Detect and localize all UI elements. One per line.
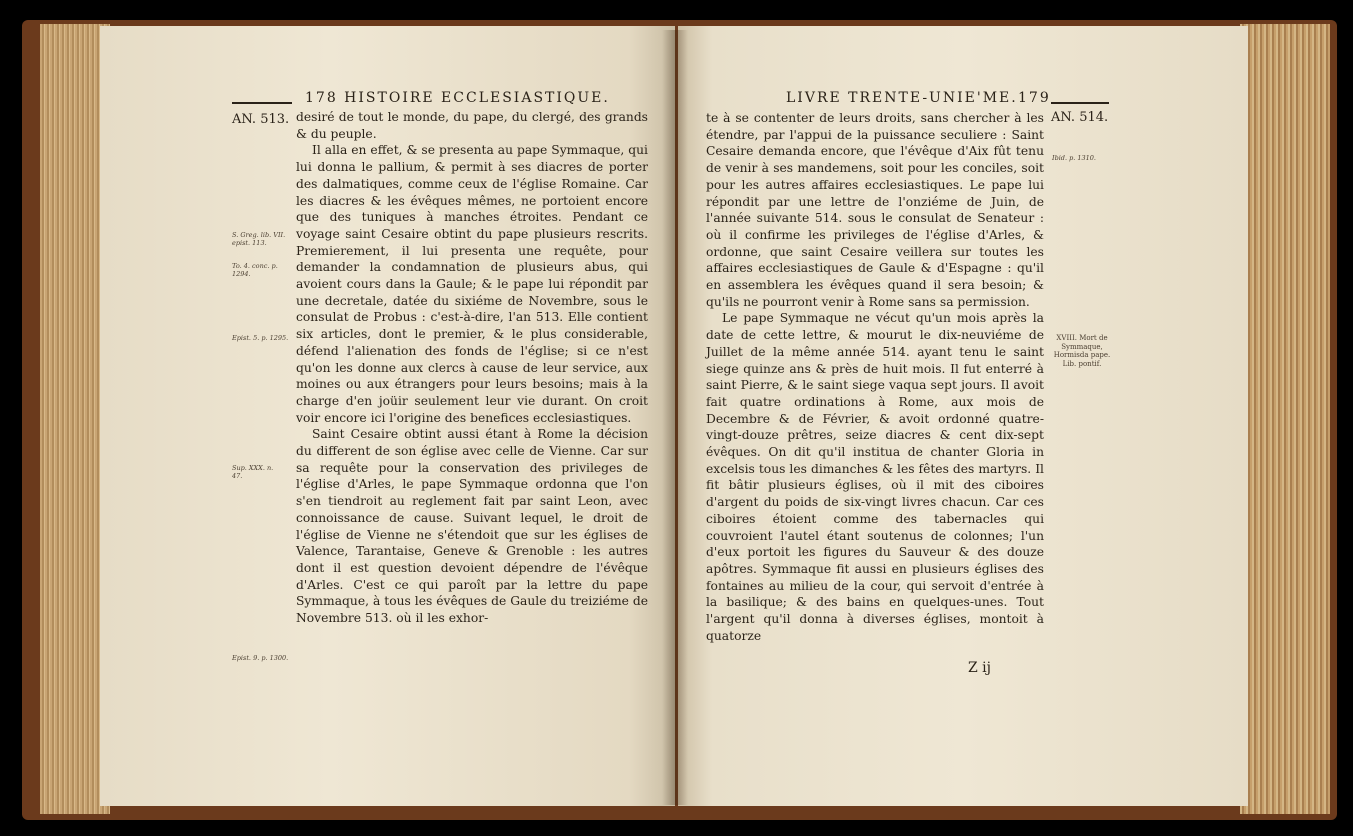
right-running-header: LIVRE TRENTE-UNIE'ME. bbox=[786, 90, 1018, 106]
paragraph: Il alla en effet, & se presenta au pape Symmaque, qui lui donna le pallium, & permit à ses diacres de porter des dalmatiques, comme ceux de l'église Romaine. Car les diacres & les évêques mêmes, ne portoient encore que des tuniques à manches étroites. Pendant ce voyage saint Cesaire obtint du pape plusieurs rescrits. Premierement, il lui presenta une requête, pour demander la condamnation de plusieurs abus, qui avoient cours dans la Gaule; & le pape lui répondit par une decretale, datée du sixiéme de Novembre, sous le consulat de Probus : c'est-à-dire, l'an 513. Elle contient six articles, dont le premier, & le plus considerable, défend l'alienation des fonds de l'église; si ce n'est qu'on les donne aux clercs à cause de leur service, aux moines ou aux étrangers pour leurs besoins; mais à la charge d'en joüir seulement leur vie durant. On croit voir encore ici l'origine des benefices ecclesiastiques. bbox=[296, 143, 648, 425]
margin-note: Epist. 5. p. 1295. bbox=[232, 334, 289, 342]
margin-note: 1294. bbox=[232, 270, 251, 278]
right-page bbox=[678, 26, 1248, 806]
margin-note: epist. 113. bbox=[232, 239, 267, 247]
margin-note: Sup. XXX. n. bbox=[232, 464, 274, 472]
header-rule-left bbox=[232, 102, 292, 104]
paragraph: te à se contenter de leurs droits, sans chercher à les étendre, par l'appui de la puissance seculiere : Saint Cesaire demanda encore, que l'évêque d'Aix fût tenu de venir à ses mandemens, soit pour les conciles, soit pour les autres affaires ecclesiastiques. Le pape lui répondit par une lettre de l'onziéme de Juin, de l'année suivante 514. sous le consulat de Senateur : où il confirme les privileges de l'église d'Arles, & ordonne, que saint Cesaire veillera sur toutes les affaires ecclesiastiques de Gaule & d'Espagne : qu'il en assemblera les évêques quand il sera besoin; & qu'ils ne pourront venir à Rome sans sa permission. bbox=[706, 111, 1044, 309]
margin-note: Epist. 9. p. 1300. bbox=[232, 654, 289, 662]
right-page-edges bbox=[1240, 24, 1330, 814]
paragraph: Saint Cesaire obtint aussi étant à Rome la décision du different de son église avec celle de Vienne. Car sur sa requête pour la conservation des privileges de l'église d'Arles, le pape Symmaque ordonna que l'on s'en tiendroit au reglement fait par saint Leon, avec connoissance de cause. Suivant lequel, le droit de l'église de Vienne ne s'étendoit que sur les églises de Valence, Tarantaise, Geneve & Grenoble : les autres dont il est question devoient dépendre de l'évêque d'Arles. C'est ce qui paroît par la lettre du pape Symmaque, à tous les évêques de Gaule du treiziéme de Novembre 513. où il les exhor- bbox=[296, 427, 648, 626]
paragraph: Le pape Symmaque ne vécut qu'un mois après la date de cette lettre, & mourut le dix-neuviéme de Juillet de la même année 514. ayant tenu le saint siege quinze ans & près de huit mois. Il fut enterré à saint Pierre, & le saint siege vaqua sept jours. Il avoit fait quatre ordinations à Rome, aux mois de Decembre & de Février, & avoit ordonné quatre-vingt-douze prêtres, seize diacres & cent dix-sept évêques. On dit qu'il institua de chanter Gloria in excelsis tous les dimanches & les fêtes des martyrs. Il fit bâtir plusieurs églises, où il mit des ciboires d'argent du poids de six-vingt livres chacun. Car ces ciboires étoient comme des tabernacles qui couvroient l'autel étant soutenus de colonnes; l'un d'eux portoit les figures du Sauveur & des douze apôtres. Symmaque fit aussi en plusieurs églises des fontaines au milieu de la cour, qui servoit d'entrée à la basilique; & des bains en quelques-unes. Tout l'argent qu'il donna à diverses églises, montoit à quatorze bbox=[706, 311, 1044, 643]
margin-note: S. Greg. lib. VII. bbox=[232, 231, 286, 239]
left-body-text bbox=[296, 109, 648, 627]
margin-note: To. 4. conc. p. bbox=[232, 262, 278, 270]
right-body-text bbox=[706, 110, 1044, 645]
page-number: 179 bbox=[1018, 90, 1051, 106]
margin-note: Ibid. p. 1310. bbox=[1052, 154, 1097, 162]
paragraph: desiré de tout le monde, du pape, du clergé, des grands & du peuple. bbox=[296, 110, 648, 141]
left-page bbox=[100, 26, 675, 806]
left-year-marker: AN. 513. bbox=[232, 112, 290, 127]
book-gutter bbox=[662, 30, 688, 805]
left-running-header: 178 HISTOIRE ECCLESIASTIQUE. bbox=[305, 90, 610, 106]
right-year-marker: AN. 514. bbox=[1051, 110, 1109, 125]
section-margin-note: XVIII. Mort de Symmaque, Hormisda pape. Lib. pontif. bbox=[1053, 334, 1111, 368]
header-rule-right bbox=[1051, 102, 1109, 104]
signature-mark: Z ij bbox=[968, 660, 991, 676]
margin-note: 47. bbox=[232, 472, 243, 480]
